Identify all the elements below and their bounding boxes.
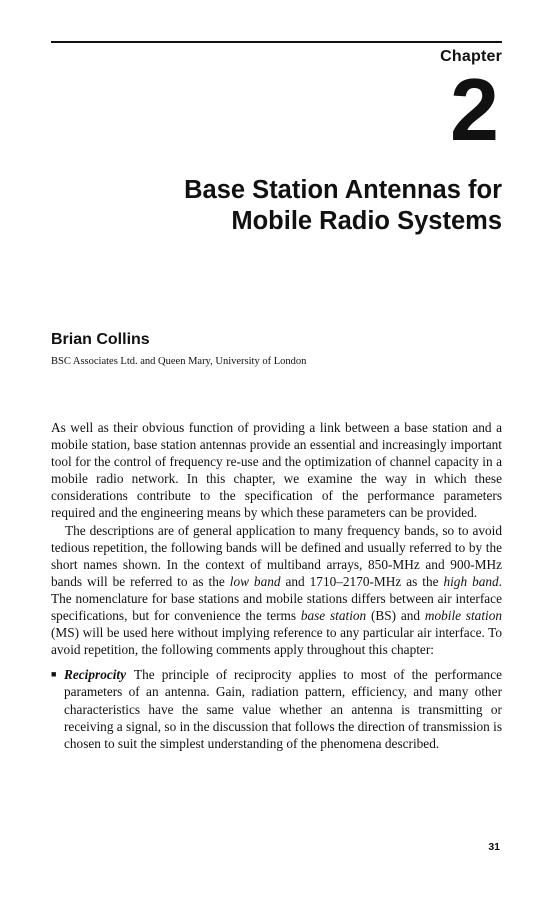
- bullet-reciprocity: [51, 666, 502, 751]
- bullet-term: Reciprocity: [64, 667, 127, 683]
- paragraph-bands-text-2: and 1710–2170-MHz as the: [280, 573, 444, 589]
- bullet-text: The principle of reciprocity applies to most of the performance parameters of an antenna. Gain, radiation pattern, efficiency, and many other characteristics have the same value whether an antenna is transmitting or receiving a signal, so in the discussion that follows the direction of transmission is chosen to suit the simplest understanding of the phenomena described.: [64, 667, 502, 751]
- paragraph-bands: [51, 522, 502, 659]
- chapter-label: Chapter: [440, 48, 502, 65]
- paragraph-bands-text-1: The descriptions are of general application to many frequency bands, so to avoid tedious repetition, the following bands will be defined and usually referred to by the short names shown. In the context of multiband arrays, 850-MHz and 900-MHz bands will be referred to as the: [51, 522, 502, 589]
- author-affiliation: BSC Associates Ltd. and Queen Mary, University of London: [51, 356, 307, 367]
- paragraph-bands-text-4: (BS) and: [366, 608, 425, 624]
- paragraph-intro: As well as their obvious function of providing a link between a base station and a mobile station, base station antennas provide an essential and increasingly important tool for the control of frequency re-use and the optimization of channel capacity in a mobile radio network. In this chapter, we examine the way in which these considerations contribute to the specification of the performance parameters required and the engineering means by which these parameters can be provided.: [51, 420, 502, 521]
- page-number: 31: [488, 841, 500, 853]
- term-high-band: high band: [443, 573, 499, 589]
- term-mobile-station: mobile station: [424, 608, 503, 624]
- paragraph-bands-text-5: (MS) will be used here without implying reference to any particular air interface. To avoid repetition, the following comments apply throughout this chapter:: [51, 625, 502, 658]
- chapter-title-line-1: Base Station Antennas for: [184, 176, 502, 204]
- body-text: [51, 419, 502, 752]
- square-bullet-icon: ■: [51, 669, 57, 680]
- term-low-band: low band: [229, 573, 281, 589]
- author-name: Brian Collins: [51, 331, 150, 348]
- paragraph-bands-text-3: . The nomenclature for base stations and mobile stations differs between air interface specifications, but for convenience the terms: [51, 573, 502, 624]
- chapter-title: [62, 175, 502, 237]
- chapter-title-line-2: Mobile Radio Systems: [231, 207, 502, 235]
- term-base-station: base station: [300, 608, 367, 624]
- header-rule: [51, 41, 502, 43]
- chapter-number: 2: [450, 60, 499, 159]
